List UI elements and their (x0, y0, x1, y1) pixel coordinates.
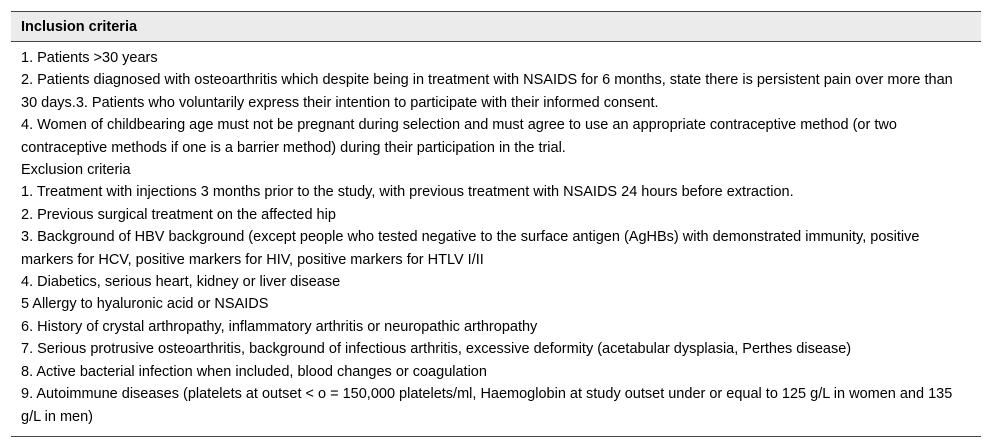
exclusion-item-8: 8. Active bacterial infection when included, blood changes or coagulation (21, 363, 487, 380)
exclusion-item-5: 5 Allergy to hyaluronic acid or NSAIDS (21, 296, 269, 313)
inclusion-item-1: 1. Patients >30 years (21, 50, 158, 66)
exclusion-item-1: 1. Treatment with injections 3 months prior to the study, with previous treatment with NSAIDS 24 hours before extraction. (21, 184, 794, 201)
inclusion-item-4: 4. Women of childbearing age must not be pregnant during selection and must agree to use an appropriate contraceptive method (or two contraceptive methods if one is a barrier method) during their participation in the trial. (21, 117, 897, 156)
table-header (11, 11, 981, 42)
header-inclusion-criteria: Inclusion criteria (21, 19, 138, 35)
exclusion-item-9: 9. Autoimmune diseases (platelets at outset < o = 150,000 platelets/ml, Haemoglobin at study outset under or equal to 125 g/L in women and 135 g/L in men) (21, 386, 953, 425)
exclusion-item-3: 3. Background of HBV background (except people who tested negative to the surface antigen (AgHBs) with demonstrated immunity, positive markers for HCV, positive markers for HIV, positive markers for HTLV I/II (21, 229, 920, 268)
exclusion-item-4: 4. Diabetics, serious heart, kidney or liver disease (21, 274, 341, 291)
criteria-table (11, 11, 981, 437)
inclusion-item-2-3: 2. Patients diagnosed with osteoarthritis which despite being in treatment with NSAIDS for 6 months, state there is persistent pain over more than 30 days.3. Patients who voluntarily express their intention to participate with their informed consent. (21, 72, 953, 111)
exclusion-criteria-heading: Exclusion criteria (21, 162, 131, 179)
exclusion-item-2: 2. Previous surgical treatment on the affected hip (21, 206, 336, 223)
table-body (11, 42, 981, 437)
exclusion-item-7: 7. Serious protrusive osteoarthritis, background of infectious arthritis, excessive deformity (acetabular dysplasia, Perthes disease) (21, 341, 852, 358)
exclusion-item-6: 6. History of crystal arthropathy, inflammatory arthritis or neuropathic arthropathy (21, 318, 538, 335)
